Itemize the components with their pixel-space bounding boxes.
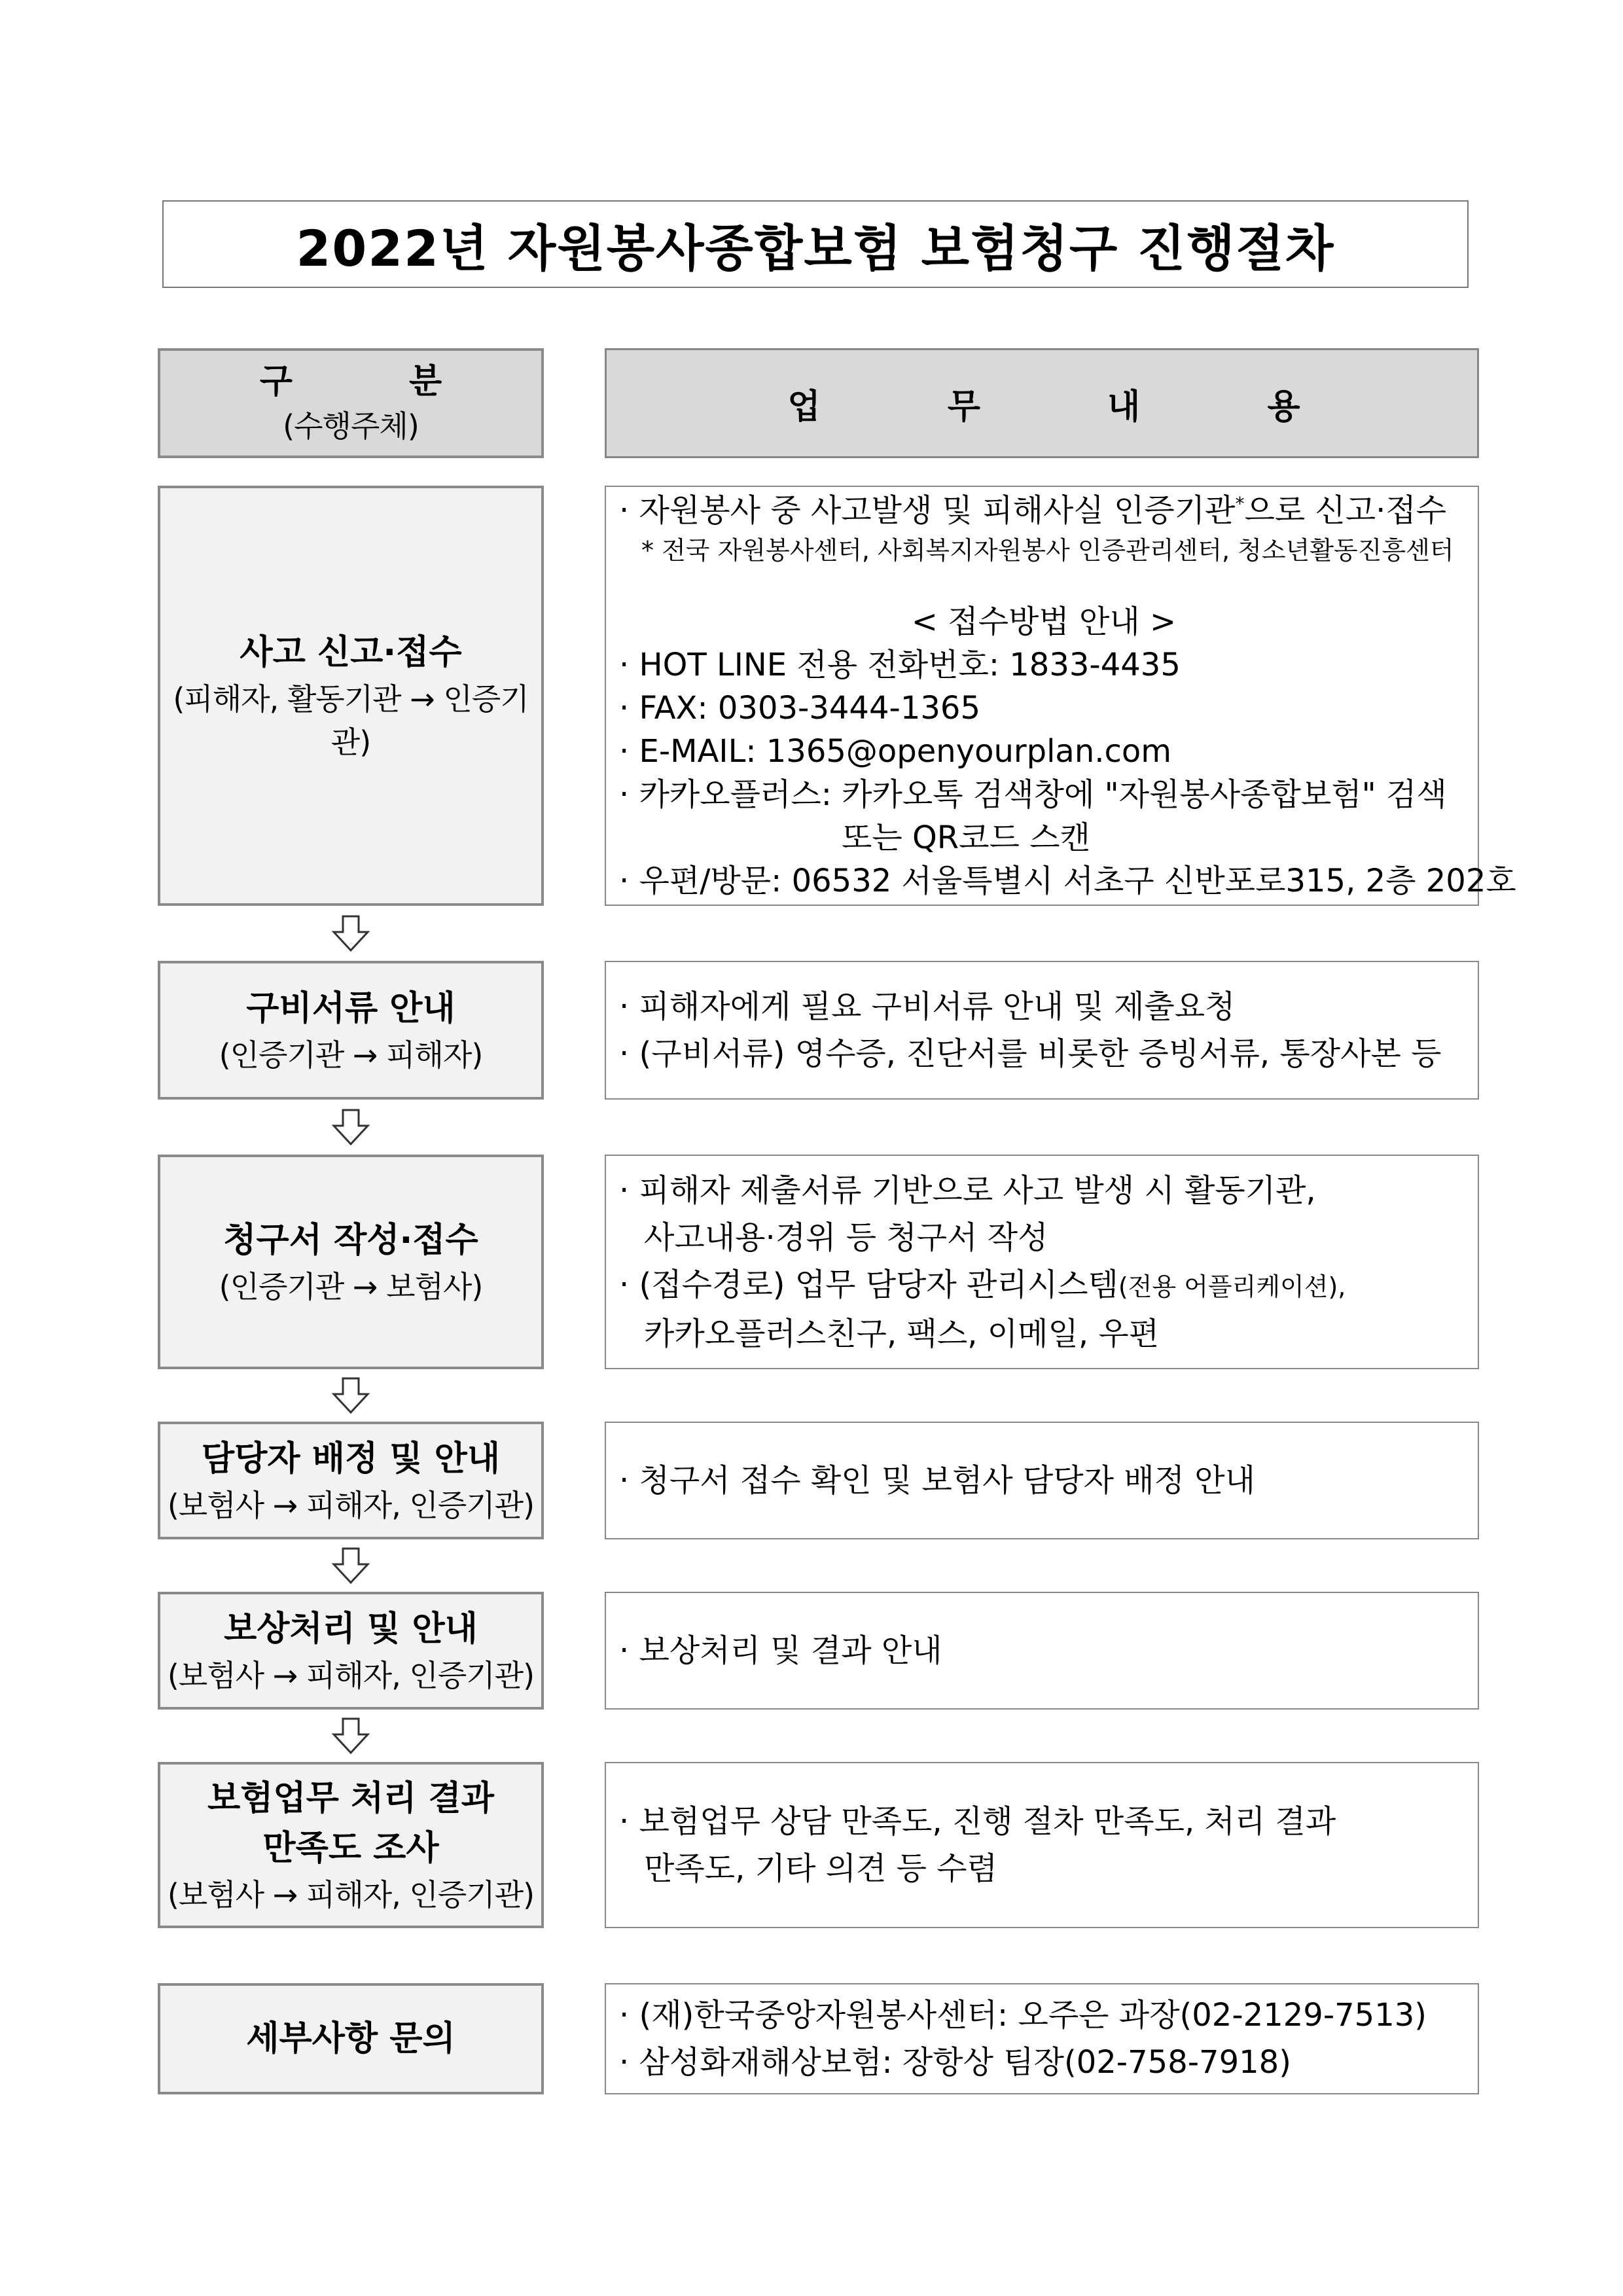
- step-actor: (보험사 → 피해자, 인증기관): [167, 1877, 535, 1912]
- down-arrow-icon: [331, 1547, 370, 1584]
- inquiry-content: [605, 1983, 1479, 2094]
- header-tasks-label: 업 무 내 용: [787, 387, 1358, 427]
- step-assignment: [158, 1422, 544, 1539]
- step-label: 구비서류 안내: [246, 989, 455, 1028]
- inquiry-label-box: [158, 1983, 544, 2094]
- step-actor: (인증기관 → 보험사): [219, 1269, 483, 1304]
- inquiry-contact: · 삼성화재해상보험: 장항상 팀장(02-758-7918): [619, 2044, 1291, 2081]
- step-accident-report-content: [605, 486, 1516, 906]
- column-header-category: [158, 348, 544, 458]
- step-actor: (피해자, 활동기관 → 인증기관): [173, 681, 529, 760]
- step-claim-writing-content: [605, 1155, 1479, 1369]
- content-line: 사고내용·경위 등 청구서 작성: [644, 1219, 1048, 1256]
- kakao-line: · 카카오플러스: 카카오톡 검색창에 "자원봉사종합보험" 검색: [619, 776, 1447, 813]
- down-arrow-icon: [331, 1109, 370, 1145]
- step-actor: (보험사 → 피해자, 인증기관): [167, 1488, 535, 1523]
- page-title: 2022년 자원봉사종합보험 보험청구 진행절차: [162, 200, 1469, 288]
- fax-line: · FAX: 0303-3444-1365: [619, 690, 980, 726]
- header-category-label: 구 분: [259, 362, 495, 401]
- column-header-tasks: [605, 348, 1479, 458]
- content-line: 카카오플러스친구, 팩스, 이메일, 우편: [644, 1315, 1160, 1352]
- content-line: · 보상처리 및 결과 안내: [619, 1632, 942, 1669]
- hotline-line: · HOT LINE 전용 전화번호: 1833-4435: [619, 647, 1181, 683]
- step-claim-writing: [158, 1155, 544, 1369]
- header-category-sub: (수행주체): [283, 408, 419, 444]
- step-label: 사고 신고·접수: [240, 633, 462, 672]
- down-arrow-icon: [331, 1717, 370, 1754]
- mail-line: · 우편/방문: 06532 서울특별시 서초구 신반포로315, 2층 202호: [619, 863, 1516, 899]
- step-label: 담당자 배정 및 안내: [201, 1439, 501, 1479]
- step-satisfaction-survey-content: [605, 1762, 1479, 1928]
- content-line: · 피해자에게 필요 구비서류 안내 및 제출요청: [619, 988, 1236, 1025]
- step-documents-guide-content: [605, 961, 1479, 1100]
- inquiry-contact: · (재)한국중앙자원봉사센터: 오주은 과장(02-2129-7513): [619, 1997, 1427, 2034]
- email-line: · E-MAIL: 1365@openyourplan.com: [619, 733, 1172, 770]
- step-actor: (보험사 → 피해자, 인증기관): [167, 1658, 535, 1693]
- content-line: · 피해자 제출서류 기반으로 사고 발생 시 활동기관,: [619, 1172, 1316, 1209]
- step-label: 보상처리 및 안내: [224, 1609, 478, 1649]
- step-compensation: [158, 1592, 544, 1710]
- step-compensation-content: [605, 1592, 1479, 1710]
- step-accident-report: [158, 486, 544, 906]
- step-label: 청구서 작성·접수: [223, 1221, 478, 1260]
- content-note: * 전국 자원봉사센터, 사회복지자원봉사 인증관리센터, 청소년활동진흥센터: [641, 536, 1454, 565]
- step-actor: (인증기관 → 피해자): [219, 1037, 483, 1073]
- method-title: < 접수방법 안내 >: [911, 603, 1177, 640]
- inquiry-label: 세부사항 문의: [246, 2019, 455, 2058]
- content-line: · 보험업무 상담 만족도, 진행 절차 만족도, 처리 결과: [619, 1803, 1336, 1840]
- down-arrow-icon: [331, 1377, 370, 1414]
- content-line: · 청구서 접수 확인 및 보험사 담당자 배정 안내: [619, 1462, 1255, 1499]
- kakao-cont-line: 또는 QR코드 스캔: [842, 819, 1090, 856]
- step-label-cont: 만족도 조사: [262, 1829, 439, 1868]
- step-satisfaction-survey: [158, 1762, 544, 1928]
- step-label: 보험업무 처리 결과: [207, 1779, 495, 1818]
- down-arrow-icon: [331, 915, 370, 952]
- content-line: · (접수경로) 업무 담당자 관리시스템(전용 어플리케이션),: [619, 1266, 1346, 1303]
- step-documents-guide: [158, 961, 544, 1100]
- content-line: · 자원봉사 중 사고발생 및 피해사실 인증기관*으로 신고·접수: [619, 492, 1447, 529]
- step-assignment-content: [605, 1422, 1479, 1539]
- content-line: 만족도, 기타 의견 등 수렴: [644, 1850, 997, 1887]
- content-line: · (구비서류) 영수증, 진단서를 비롯한 증빙서류, 통장사본 등: [619, 1035, 1442, 1072]
